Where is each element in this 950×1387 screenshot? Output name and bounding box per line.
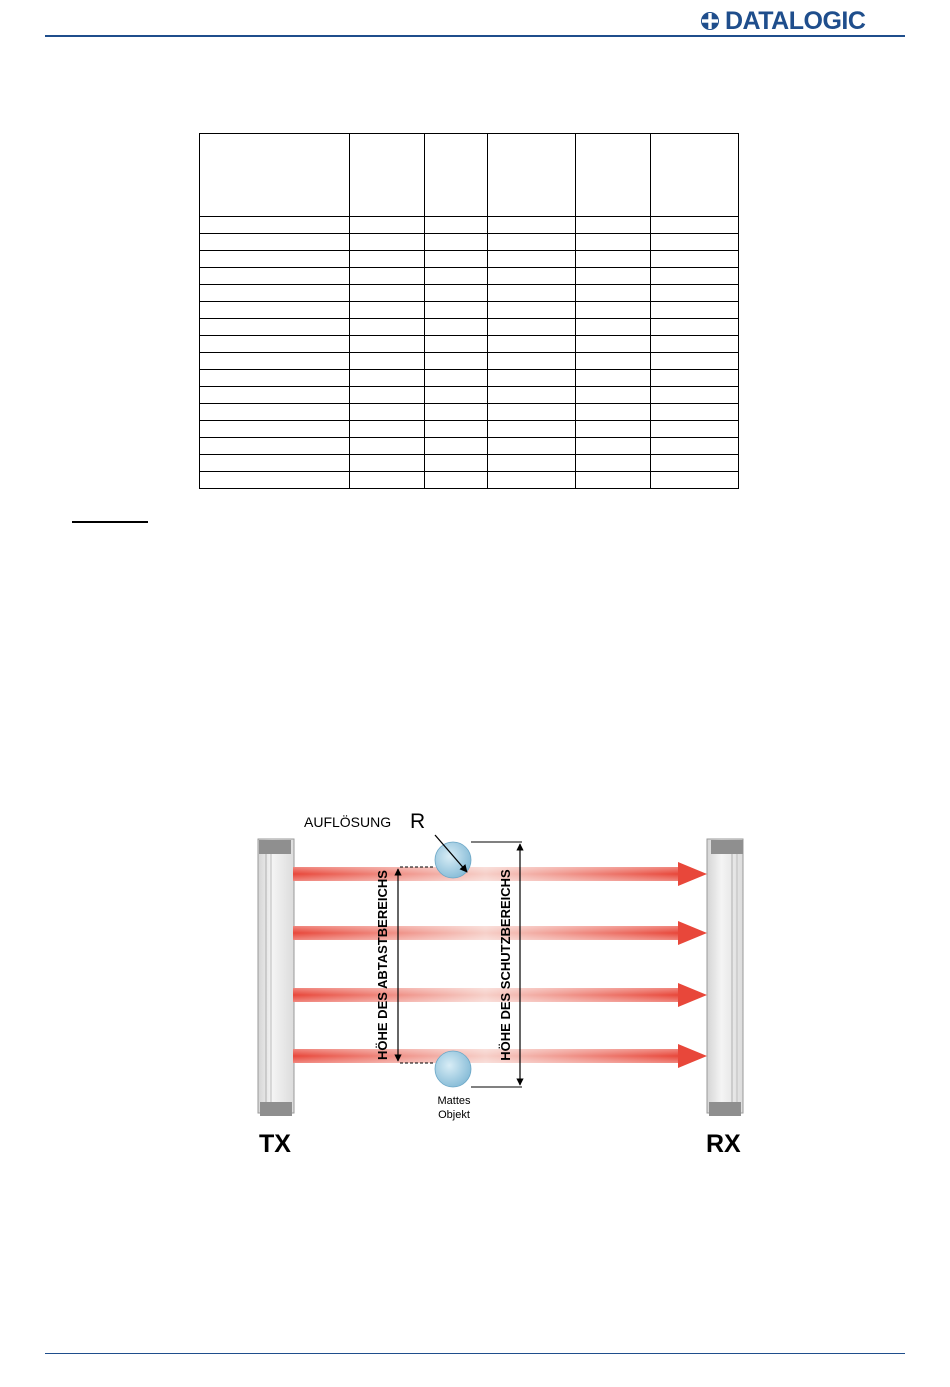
section-underline (72, 521, 148, 523)
data-table (199, 133, 739, 489)
table-cell (425, 285, 488, 302)
table-cell (488, 251, 576, 268)
resolution-symbol: R (410, 810, 426, 833)
light-curtain-diagram (250, 805, 750, 1165)
table-cell (651, 370, 739, 387)
table-cell (576, 234, 651, 251)
table-cell (425, 302, 488, 319)
table-cell (651, 421, 739, 438)
datalogic-logo-icon (700, 11, 720, 31)
table-cell (651, 134, 739, 217)
table-cell (200, 251, 350, 268)
table-cell (425, 268, 488, 285)
table-cell (350, 251, 425, 268)
footer-rule (45, 1353, 905, 1354)
logo-text: DATALOGIC (725, 7, 866, 35)
table-cell (425, 438, 488, 455)
table-cell (350, 285, 425, 302)
table-cell (651, 353, 739, 370)
test-object-bottom (435, 1051, 471, 1087)
table-cell (425, 234, 488, 251)
table-cell (425, 319, 488, 336)
table-cell (651, 302, 739, 319)
table-cell (350, 302, 425, 319)
table-row (200, 268, 739, 285)
table-row (200, 319, 739, 336)
table-cell (576, 302, 651, 319)
table-cell (576, 319, 651, 336)
table-row (200, 421, 739, 438)
rx-label: RX (706, 1130, 741, 1158)
table-cell (651, 336, 739, 353)
table-cell (425, 353, 488, 370)
table-cell (576, 421, 651, 438)
table-cell (200, 421, 350, 438)
table-cell (488, 421, 576, 438)
table-cell (350, 319, 425, 336)
table-row (200, 302, 739, 319)
table-cell (200, 438, 350, 455)
table-cell (200, 472, 350, 489)
table-cell (651, 285, 739, 302)
table-row (200, 387, 739, 404)
table-cell (425, 217, 488, 234)
protected-height-label: HÖHE DES SCHUTZBEREICHS (498, 869, 513, 1061)
table-cell (350, 134, 425, 217)
table-cell (350, 234, 425, 251)
table-cell (488, 268, 576, 285)
table-cell (576, 404, 651, 421)
table-cell (350, 438, 425, 455)
datalogic-logo (700, 6, 865, 36)
resolution-label: AUFLÖSUNG (304, 814, 392, 830)
table-cell (488, 438, 576, 455)
table-row (200, 285, 739, 302)
table-cell (488, 319, 576, 336)
table-cell (651, 234, 739, 251)
table-cell (651, 268, 739, 285)
table-cell (651, 455, 739, 472)
table-cell (425, 370, 488, 387)
table-row (200, 455, 739, 472)
object-label-line1: Mattes (437, 1095, 471, 1107)
table-cell (576, 370, 651, 387)
tx-column (258, 839, 294, 1116)
table-cell (350, 336, 425, 353)
table-cell (425, 455, 488, 472)
table-cell (200, 268, 350, 285)
table-cell (350, 455, 425, 472)
table-cell (488, 472, 576, 489)
table-row (200, 251, 739, 268)
table-cell (651, 438, 739, 455)
table-cell (576, 251, 651, 268)
table-cell (200, 370, 350, 387)
table-cell (350, 353, 425, 370)
table-cell (576, 217, 651, 234)
detection-height-label: HÖHE DES ABTASTBEREICHS (375, 870, 390, 1060)
table-cell (488, 404, 576, 421)
table-cell (576, 455, 651, 472)
table-cell (350, 404, 425, 421)
table-cell (651, 472, 739, 489)
table-cell (425, 134, 488, 217)
table-cell (200, 217, 350, 234)
table-cell (200, 455, 350, 472)
table-row (200, 336, 739, 353)
table-cell (200, 319, 350, 336)
table-cell (200, 404, 350, 421)
object-label-line2: Objekt (438, 1109, 470, 1121)
table-row (200, 353, 739, 370)
table-cell (200, 336, 350, 353)
table-cell (488, 353, 576, 370)
table-cell (200, 387, 350, 404)
table-cell (425, 421, 488, 438)
table-cell (488, 217, 576, 234)
table-cell (576, 353, 651, 370)
table-cell (350, 268, 425, 285)
table-cell (651, 251, 739, 268)
table-cell (350, 421, 425, 438)
table-cell (200, 234, 350, 251)
table-cell (425, 251, 488, 268)
table-cell (488, 336, 576, 353)
table-cell (200, 302, 350, 319)
table-cell (350, 472, 425, 489)
table-cell (576, 268, 651, 285)
table-row (200, 404, 739, 421)
table-row (200, 217, 739, 234)
table-cell (488, 302, 576, 319)
table-cell (200, 353, 350, 370)
table-cell (425, 404, 488, 421)
table-cell (576, 472, 651, 489)
table-cell (200, 285, 350, 302)
table-row (200, 472, 739, 489)
table-cell (576, 285, 651, 302)
table-cell (350, 387, 425, 404)
test-object-top (435, 842, 471, 878)
rx-column (707, 839, 743, 1116)
tx-label: TX (259, 1130, 291, 1158)
table-cell (576, 134, 651, 217)
table-cell (350, 370, 425, 387)
table-cell (651, 387, 739, 404)
table-cell (488, 455, 576, 472)
table-cell (576, 336, 651, 353)
table-cell (576, 387, 651, 404)
table-cell (425, 387, 488, 404)
table-cell (425, 472, 488, 489)
table-cell (200, 134, 350, 217)
table-cell (488, 134, 576, 217)
table-cell (488, 285, 576, 302)
table-cell (488, 370, 576, 387)
table-cell (488, 387, 576, 404)
table-cell (651, 319, 739, 336)
table-row (200, 234, 739, 251)
table-cell (488, 234, 576, 251)
table-row (200, 438, 739, 455)
table-cell (651, 404, 739, 421)
table-cell (425, 336, 488, 353)
table-cell (576, 438, 651, 455)
table-header-row (200, 134, 739, 217)
table-cell (651, 217, 739, 234)
table-cell (350, 217, 425, 234)
table-row (200, 370, 739, 387)
